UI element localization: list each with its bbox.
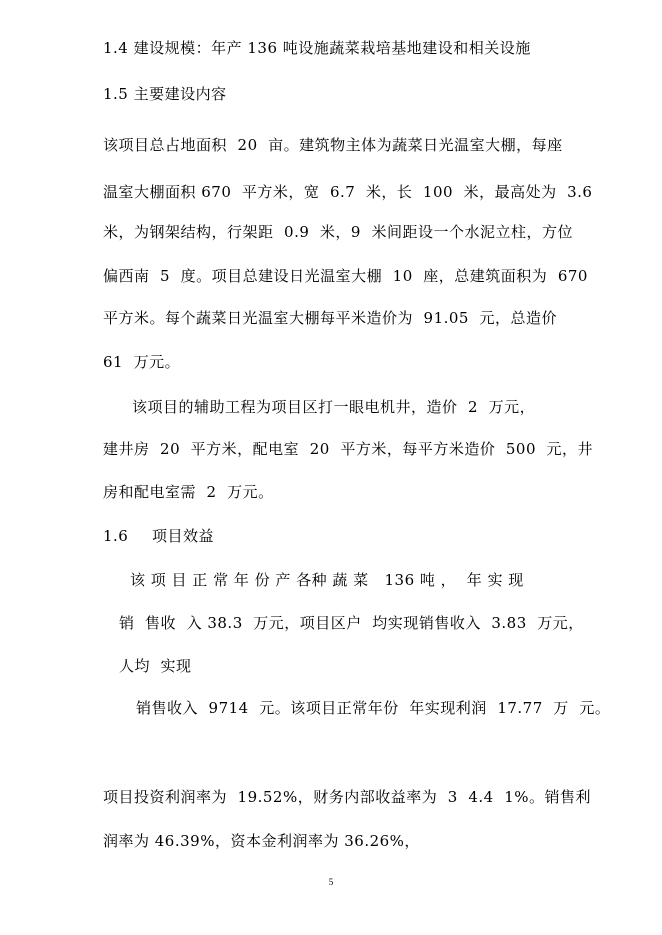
- body-line: 润率为 46.39%，资本金利润率为 36.26%，: [103, 832, 420, 850]
- body-line: 房和配电室需 2 万元。: [103, 483, 274, 501]
- body-line: 销 售收 入 38.3 万元，项目区户 均实现销售收入 3.83 万元，: [119, 614, 584, 632]
- body-line: 米，为钢架结构，行架距 0.9 米，9 米间距设一个水泥立柱，方位: [103, 223, 574, 241]
- body-line: 偏西南 5 度。项目总建设日光温室大棚 10 座，总建筑面积为 670: [103, 267, 588, 285]
- body-line: 销售收入 9714 元。该项目正常年份 年实现利润 17.77 万 元。: [136, 699, 611, 717]
- body-line: 61 万元。: [103, 353, 181, 371]
- body-line: 该项目总占地面积 20 亩。建筑物主体为蔬菜日光温室大棚，每座: [103, 136, 563, 154]
- body-line: 建井房 20 平方米，配电室 20 平方米，每平方米造价 500 元，井: [103, 440, 594, 458]
- page-number: 5: [328, 877, 334, 887]
- body-line: 温室大棚面积 670 平方米，宽 6.7 米，长 100 米，最高处为 3.6: [103, 183, 593, 201]
- section-title-1-6: 项目效益: [152, 527, 215, 545]
- section-heading-1-5: 1.5 主要建设内容: [103, 85, 227, 103]
- body-line: 平方米。每个蔬菜日光温室大棚每平米造价为 91.05 元，总造价: [103, 309, 558, 327]
- section-number-1-6: 1.6: [103, 527, 129, 545]
- body-line: 项目投资利润率为 19.52%，财务内部收益率为 3 4.4 1%。销售利: [103, 788, 592, 806]
- body-line: 人均 实现: [119, 657, 192, 675]
- body-line: 该项目的辅助工程为项目区打一眼电机井，造价 2 万元，: [132, 398, 536, 416]
- section-heading-1-4: 1.4 建设规模：年产 136 吨设施蔬菜栽培基地建设和相关设施: [103, 39, 531, 57]
- body-line: 该 项 目 正 常 年 份 产 各种 蔬 菜 136 吨 ， 年 实 现: [130, 571, 524, 589]
